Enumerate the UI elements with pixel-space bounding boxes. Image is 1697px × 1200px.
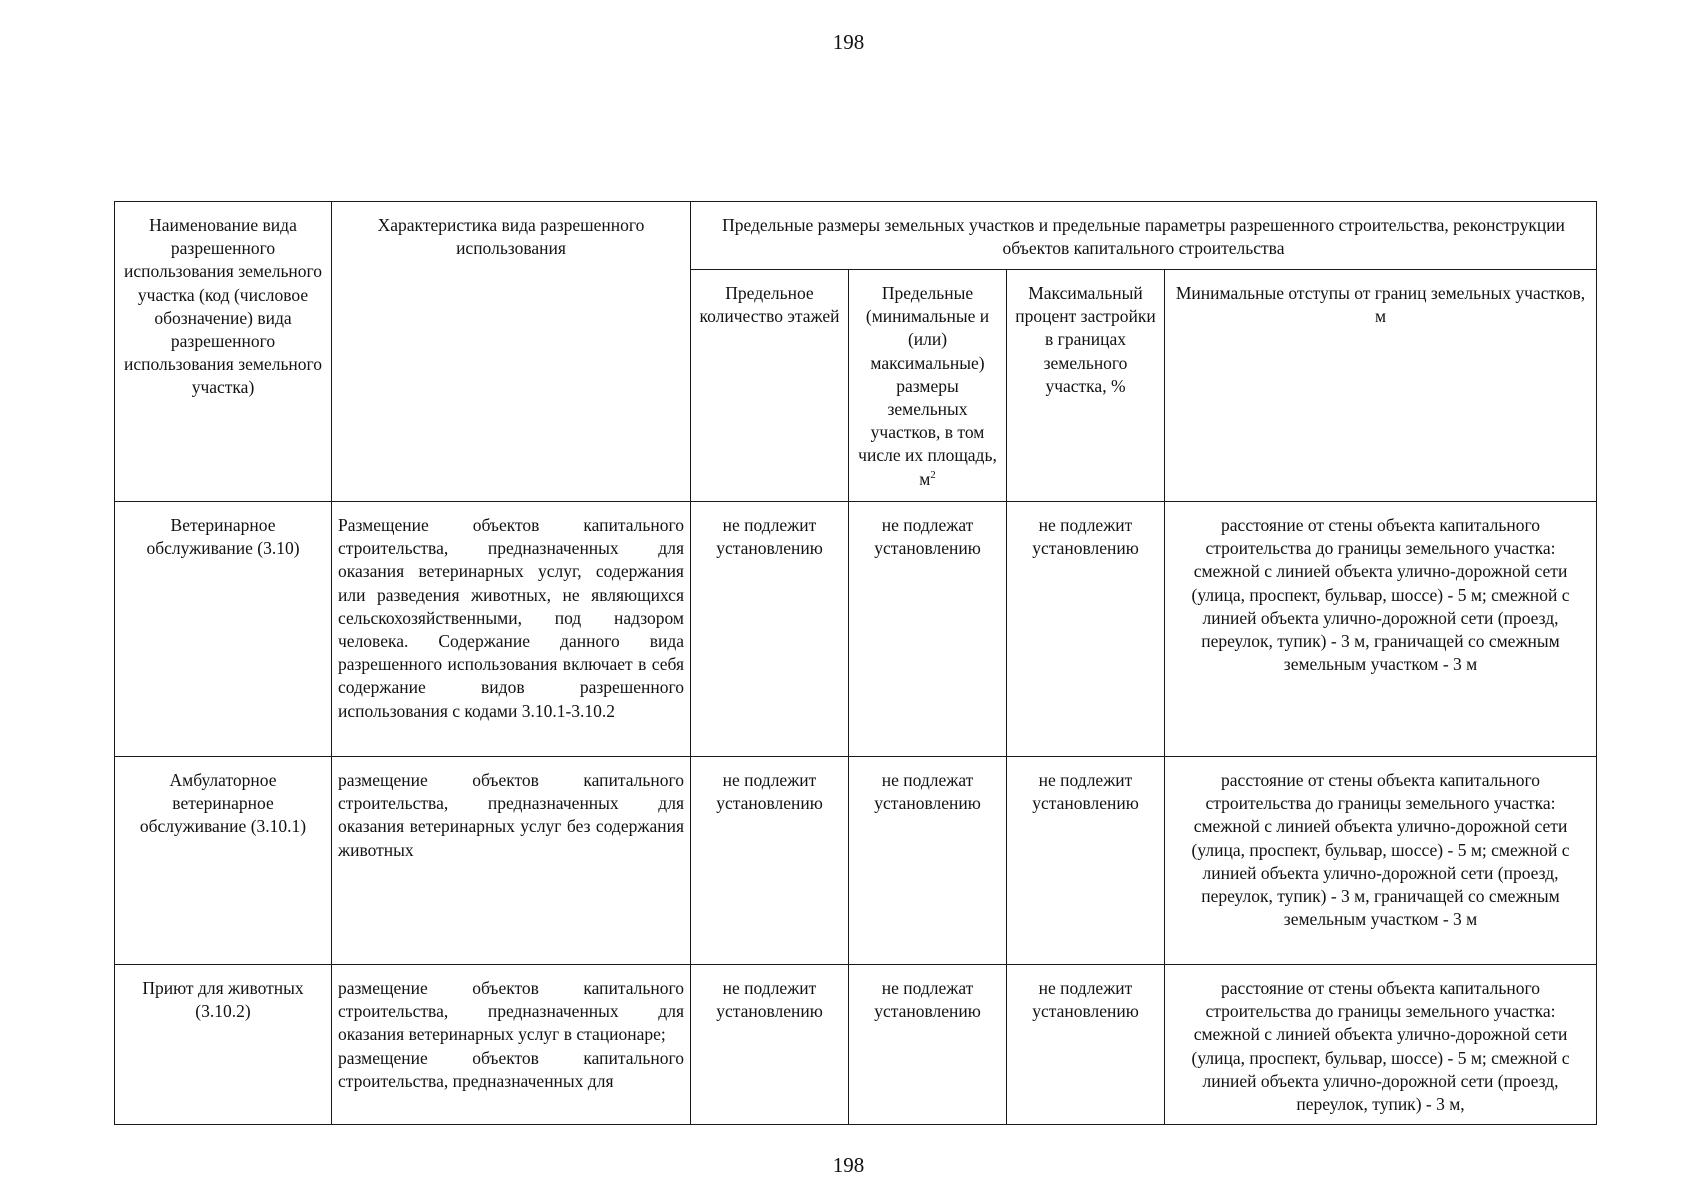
cell-coverage: не подлежит установлению	[1007, 965, 1165, 1125]
header-name: Наименование вида разрешенного использования земельного участка (код (числовое обозначение) вида разрешенного использования земельного участка)	[115, 202, 332, 502]
cell-setbacks: расстояние от стены объекта капитального строительства до границы земельного участка: смежной с линией объекта улично-дорожной сети (улица, проспект, бульвар, шоссе) - 5 м; смежной с линией объекта улично-дорожной сети (проезд, переулок, тупик) - 3 м,	[1165, 965, 1597, 1125]
page-number-bottom: 198	[832, 1153, 865, 1177]
cell-description: размещение объектов капитального строительства, предназначенных для оказания ветеринарных услуг без содержания животных	[332, 757, 691, 965]
table-row	[115, 965, 1597, 1125]
page-number-top: 198	[832, 30, 865, 54]
cell-description-paragraph: размещение объектов капитального строительства, предназначенных для оказания ветеринарных услуг в стационаре;	[338, 978, 684, 1045]
land-use-table	[114, 201, 1597, 1125]
cell-sizes: не подлежат установлению	[849, 965, 1007, 1125]
header-floors: Предельное количество этажей	[691, 270, 849, 502]
cell-description	[332, 965, 691, 1125]
header-sizes-superscript: 2	[930, 468, 936, 481]
cell-coverage: не подлежит установлению	[1007, 757, 1165, 965]
header-sizes	[849, 270, 1007, 502]
cell-setbacks: расстояние от стены объекта капитального строительства до границы земельного участка: смежной с линией объекта улично-дорожной сети (улица, проспект, бульвар, шоссе) - 5 м; смежной с линией объекта улично-дорожной сети (проезд, переулок, тупик) - 3 м, граничащей со смежным земельным участком - 3 м	[1165, 757, 1597, 965]
cell-description-paragraph: размещение объектов капитального строительства, предназначенных для	[338, 1047, 684, 1091]
cell-sizes: не подлежат установлению	[849, 757, 1007, 965]
cell-floors: не подлежит установлению	[691, 502, 849, 757]
cell-setbacks: расстояние от стены объекта капитального строительства до границы земельного участка: смежной с линией объекта улично-дорожной сети (улица, проспект, бульвар, шоссе) - 5 м; смежной с линией объекта улично-дорожной сети (проезд, переулок, тупик) - 3 м, граничащей со смежным земельным участком - 3 м	[1165, 502, 1597, 757]
cell-description: Размещение объектов капитального строительства, предназначенных для оказания ветеринарных услуг, содержания или разведения животных, не являющихся сельскохозяйственными, под надзором человека. Содержание данного вида разрешенного использования включает в себя содержание видов разрешенного использования с кодами 3.10.1-3.10.2	[332, 502, 691, 757]
cell-floors: не подлежит установлению	[691, 757, 849, 965]
header-sizes-text: Предельные (минимальные и (или) максимальные) размеры земельных участков, в том числе их площадь, м	[858, 283, 997, 489]
cell-name: Приют для животных (3.10.2)	[115, 965, 332, 1125]
header-coverage: Максимальный процент застройки в границах земельного участка, %	[1007, 270, 1165, 502]
cell-sizes: не подлежат установлению	[849, 502, 1007, 757]
cell-floors: не подлежит установлению	[691, 965, 849, 1125]
header-setbacks: Минимальные отступы от границ земельных участков, м	[1165, 270, 1597, 502]
cell-name: Амбулаторное ветеринарное обслуживание (3.10.1)	[115, 757, 332, 965]
cell-coverage: не подлежит установлению	[1007, 502, 1165, 757]
table-row	[115, 502, 1597, 757]
header-limits-group: Предельные размеры земельных участков и предельные параметры разрешенного строительства, реконструкции объектов капитального строительства	[691, 202, 1597, 270]
table-row	[115, 757, 1597, 965]
header-description: Характеристика вида разрешенного использования	[332, 202, 691, 502]
cell-name: Ветеринарное обслуживание (3.10)	[115, 502, 332, 757]
table-header-row	[115, 202, 1597, 270]
